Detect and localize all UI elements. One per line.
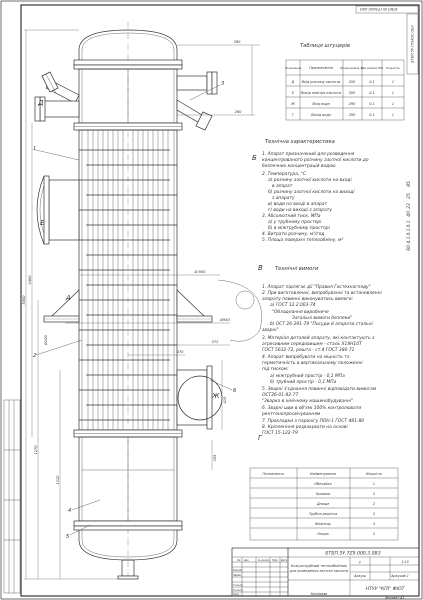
svg-text:Загальні вимоги безпеки": Загальні вимоги безпеки" [292, 316, 353, 321]
parts-r5-qty: 2 [372, 532, 376, 536]
dim-470: 470 [176, 350, 184, 354]
tb-row-0: Зм. [237, 559, 242, 562]
label-E: Е [40, 219, 45, 227]
title-org: НТУУ "КПІ" ФІОТ [365, 587, 405, 592]
detail-circle-V [236, 291, 254, 309]
tb-row-3: Підп. [272, 559, 279, 562]
title-sheets: Аркушів 1 [391, 574, 409, 578]
svg-text:апарату повинні виконуватись в: апарату повинні виконуватись вимоги: [262, 297, 354, 302]
parts-r3-name: Трубна решітка [308, 512, 338, 516]
label-D: Д [38, 99, 44, 107]
title-sheet: Аркуш [354, 574, 366, 578]
parts-r4-name: Фланець [315, 522, 331, 526]
detail-leader-V [218, 280, 262, 341]
svg-text:6. Зварні шви в об'ємі 100% ко: 6. Зварні шви в об'ємі 100% контролювати [262, 406, 362, 411]
title-doc-code: БТБП.5У.7Z9.000.3.0В3 [325, 551, 381, 557]
svg-text:ГОСТ 15-122-79: ГОСТ 15-122-79 [262, 431, 298, 436]
svg-text:2. Температура, °С: 2. Температура, °С [262, 172, 307, 177]
callout-5: 5 [66, 534, 70, 540]
nozzle-r0c0: Д [291, 80, 295, 84]
dim-410: 410 [223, 396, 227, 404]
bottom-flange [74, 521, 182, 526]
tb-row-8: Н.контр. [233, 589, 244, 592]
top-code-text: БТБП.5У.ГРЗАОС.ОБ3 [360, 7, 398, 12]
svg-text:1. Апарат призначений для розв: 1. Апарат призначений для розведення [262, 152, 355, 157]
svg-text:3. Абсолютний тиск, МПа: 3. Абсолютний тиск, МПа [262, 214, 321, 219]
svg-text:зварні": зварні" [262, 328, 279, 333]
svg-text:3. Матеріал деталей апарату, я: 3. Матеріал деталей апарату, які контактують з [262, 336, 375, 341]
svg-text:8. Кріпленння розрахувати на о: 8. Кріпленння розрахувати на основі [262, 425, 348, 430]
parts-r4-qty: 4 [372, 522, 376, 526]
title-scale: 1:15 [401, 560, 409, 564]
svg-text:а) розчину азотної кислоти на: а) розчину азотної кислоти на вході [268, 178, 352, 183]
dim-mid-260: 260 [234, 110, 242, 114]
nozzle-r3c1: Вихід води [311, 113, 331, 117]
nozzle-h1: Призначення [309, 66, 333, 70]
svg-text:а) міжтрубний простір - 0,1 МП: а) міжтрубний простір - 0,1 МПа [270, 374, 345, 379]
tb-row-2: № докум. [258, 559, 270, 562]
svg-text:25: 25 [407, 193, 412, 199]
tech-char-title: Технічна характеристика [265, 139, 335, 145]
tb-row-9: Затв. [233, 593, 240, 596]
top-flange [74, 60, 182, 65]
svg-text:ОСТ26-01-82-77: ОСТ26-01-82-77 [262, 393, 299, 398]
nozzle-r3c2: 290 [348, 113, 356, 117]
nozzle-r1c0: Е [291, 91, 295, 95]
dim-100: Ø100 [44, 335, 48, 345]
nozzle-h0: Позначення [284, 67, 302, 70]
parts-h0: Позначення [262, 472, 284, 476]
svg-text:під тиском:: під тиском: [262, 367, 289, 372]
nozzle-E-side [37, 176, 79, 244]
svg-text:в) води на вході в апарат: в) води на вході в апарат [268, 202, 328, 207]
svg-text:0.1: 0.1 [407, 228, 412, 236]
callout-2: 2 [33, 353, 37, 359]
dim-3400: 3400 [28, 275, 32, 285]
parts-r0-name: Обечайка [314, 482, 332, 486]
label-B: Б [252, 154, 257, 162]
nozzle-r2c3: 0.1 [369, 102, 375, 106]
dim-top-260: 260 [233, 40, 241, 44]
tb-row-6: Перев. [233, 574, 242, 577]
svg-text:з апарату: з апарату [272, 196, 295, 201]
dim-1270: 1270 [34, 445, 38, 455]
svg-text:рентгенопросвічуванням: рентгенопросвічуванням [262, 412, 321, 417]
side-code-text: БТБП.5У.ГРЗАОС.ОБ3 [410, 25, 415, 63]
parts-r5-name: Опора [317, 532, 329, 536]
nozzle-r3c4: 1 [391, 113, 395, 117]
nozzle-r2c2: 290 [348, 102, 356, 106]
nozzle-r2c1: Вхід води [312, 102, 330, 106]
sheet-inner-frame [21, 5, 419, 596]
title-name-line2: для розведення азотної кислоти [289, 569, 349, 573]
tb-row-4: Дата [281, 559, 288, 562]
svg-text:а) ГОСТ 12.2.003-74: а) ГОСТ 12.2.003-74 [270, 303, 316, 308]
parts-h1: Найменування [309, 472, 337, 476]
label-A: А [66, 294, 71, 302]
tech-req-title: Технічні вимоги [275, 266, 319, 272]
svg-text:40: 40 [407, 211, 412, 217]
tb-row-5: Розроб. [233, 569, 243, 572]
parts-r1-name: Кришка [316, 492, 330, 496]
svg-text:б) розчину азотної кислоти на: б) розчину азотної кислоти на виході [268, 190, 355, 195]
nozzle-r2c0: Ж [291, 102, 295, 106]
svg-text:4. Витрати розчину, м³/год: 4. Витрати розчину, м³/год [262, 232, 325, 237]
svg-text:агресивним середовищем - сталь: агресивним середовищем - сталь Х18Н10Т [262, 342, 362, 347]
svg-text:безпечних концентрацій водою: безпечних концентрацій водою [262, 164, 336, 169]
svg-text:"Зварка в хімічному машинобуду: "Зварка в хімічному машинобудуванні" [262, 399, 354, 404]
svg-text:"Обладнання виробниче: "Обладнання виробниче [272, 310, 329, 315]
tech-char-lines [262, 151, 369, 243]
svg-text:концентрованого розчину азотно: концентрованого розчину азотної кислоти до [262, 158, 369, 163]
svg-text:б) ОСТ 26-291-79 "Посуди й апа: б) ОСТ 26-291-79 "Посуди й апарати стальні [270, 322, 373, 327]
title-copied: Копіював [310, 592, 328, 596]
dim-355: 355 [213, 454, 217, 462]
svg-text:ГОСТ 5632-72, решта - ст.4 ГОС: ГОСТ 5632-72, решта - ст.4 ГОСТ 380-71 [262, 348, 355, 353]
nozzle-right-top [177, 72, 217, 94]
svg-text:4. Апарат випробувати на міцні: 4. Апарат випробувати на міцність та [262, 355, 350, 360]
dim-total-height: 5000 [22, 295, 26, 305]
nozzle-h4: Кількість [386, 66, 400, 70]
callout-1: 1 [33, 146, 37, 152]
svg-text:герметичність в вертикальному: герметичність в вертикальному положенні [262, 361, 363, 366]
nozzle-r1c4: 1 [391, 91, 395, 95]
parts-r3-qty: 2 [372, 512, 376, 516]
nozzle-D-inlet [42, 72, 79, 103]
support-right [177, 290, 212, 322]
nozzle-r0c2: 200 [348, 80, 356, 84]
dim-1220: 1220 [56, 475, 60, 485]
heat-exchanger-vessel [74, 22, 182, 580]
title-format: Формат А1 [385, 596, 405, 600]
tb-row-7: Т.контр. [233, 584, 244, 587]
label-Zh: Ж [212, 392, 220, 400]
tb-row-1: Арк. [244, 559, 250, 562]
callout-6: 6 [233, 388, 237, 394]
support-left [44, 290, 79, 322]
nozzle-r1c2: 200 [348, 91, 356, 95]
svg-text:7. Прокладки з паронігу ПОН-1: 7. Прокладки з паронігу ПОН-1 ГОСТ 481-80 [262, 419, 365, 424]
nozzle-r1c3: 0.1 [369, 91, 375, 95]
nozzle-r3c3: 0.1 [369, 113, 375, 117]
label-V: В [258, 264, 263, 272]
nozzle-h3: Тиск умовний, МПа [360, 67, 384, 70]
title-lit: у [358, 560, 362, 564]
dim-572: 572 [211, 340, 219, 344]
svg-text:4.1: 4.1 [407, 236, 412, 244]
dim-shell-diameter: Ø 800 [194, 270, 206, 274]
nozzle-r3c0: Г [292, 113, 294, 117]
parts-r1-qty: 2 [372, 492, 376, 496]
svg-text:г) води на виході з апарату: г) води на виході з апарату [268, 208, 332, 213]
nozzle-r1c1: Вихід повітря кислоти [301, 91, 341, 95]
svg-text:0.1: 0.1 [407, 220, 412, 228]
top-flange-mate [74, 65, 182, 69]
parts-r0-qty: 1 [372, 482, 376, 486]
svg-text:5. Зварні з'єднання повинні ві: 5. Зварні з'єднання повинні відповідати вимогам [262, 387, 377, 392]
svg-text:60: 60 [407, 245, 412, 251]
nozzle-r0c1: Вхід розчину кислоти [301, 80, 341, 84]
tech-char-values [406, 181, 412, 251]
svg-text:а) у трубному просторі: а) у трубному просторі [268, 220, 322, 225]
callout-3: 3 [221, 81, 225, 87]
parts-r2-qty: 2 [372, 502, 376, 506]
callout-4: 4 [68, 508, 72, 514]
nozzle-r2c4: 1 [391, 102, 395, 106]
parts-h2: Кількість [365, 472, 383, 476]
nozzle-r0c4: 1 [391, 80, 395, 84]
dim-940: Ø940 [220, 318, 230, 322]
svg-text:85: 85 [407, 181, 412, 187]
svg-text:2. При виготовленні, випробува: 2. При виготовленні, випробуванні та встановленні [262, 291, 382, 296]
svg-text:23: 23 [407, 203, 412, 209]
parts-r2-name: Днище [316, 502, 330, 506]
svg-text:1. Апарат підлягає дії "Правил: 1. Апарат підлягає дії "Правил Гостехнагляду" [262, 285, 371, 290]
svg-text:5. Площа поверхні теплообміну,: 5. Площа поверхні теплообміну, м² [262, 238, 344, 243]
nozzle-table-title: Таблиця штуцерів [300, 43, 350, 49]
nozzle-r0c3: 0.1 [369, 80, 375, 84]
left-margin-strip [4, 400, 20, 593]
label-G: Г [258, 434, 262, 442]
tech-req-lines [261, 284, 382, 436]
svg-text:б) трубний простір - 0,1 МПа: б) трубний простір - 0,1 МПа [270, 380, 337, 385]
svg-text:в апарат: в апарат [272, 184, 293, 189]
nozzle-h2: Проход умовний, мм [340, 67, 364, 70]
svg-text:б) в міжтрубному просторі: б) в міжтрубному просторі [268, 226, 330, 231]
title-name-line1: Кожухотрубний теплообмінник [290, 564, 348, 568]
